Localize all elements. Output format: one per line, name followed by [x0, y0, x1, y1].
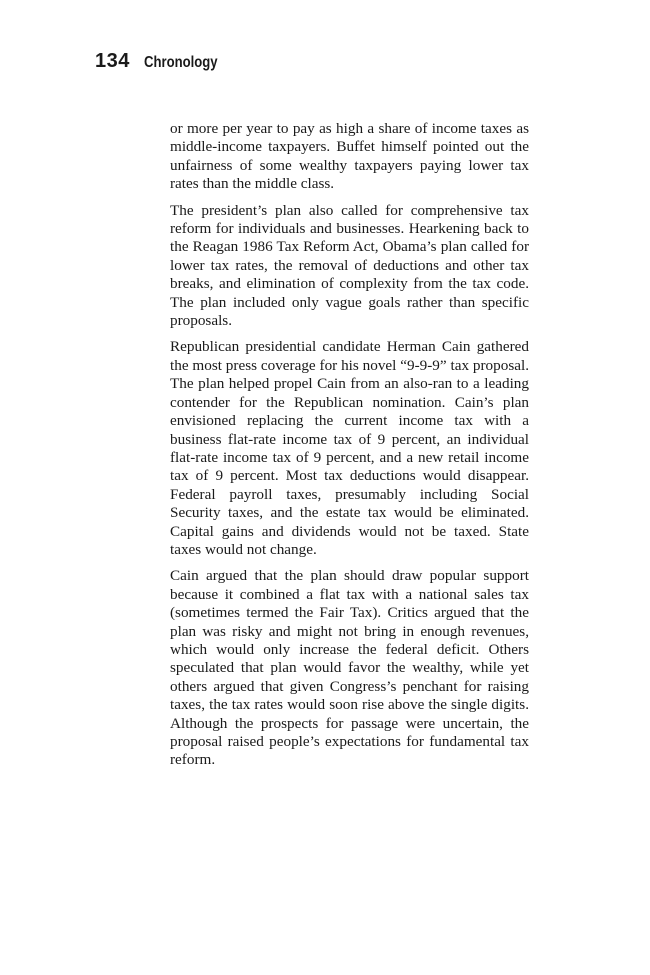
paragraph: Republican presidential candidate Herman Cain gathered the most press coverage for his novel “9-9-9” tax proposal. The plan helped propel Cain from an also-ran to a leading contender for the Republican nomination. Cain’s plan envisioned replacing the current income tax with a business flat-rate income tax of 9 percent, an individual flat-rate income tax of 9 percent, and a new retail income tax of 9 percent. Most tax deductions would disappear. Federal payroll taxes, presumably including Social Security taxes, and the estate tax would be eliminated. Capital gains and dividends would not be taxed. State taxes would not change.	[170, 338, 529, 558]
running-head	[95, 50, 234, 73]
paragraph: or more per year to pay as high a share of income taxes as middle-income taxpayers. Buffet himself pointed out the unfairness of some wealthy taxpayers paying lower tax rates than the middle class.	[170, 120, 529, 193]
page-number: 134	[95, 50, 130, 72]
section-title: Chronology	[143, 54, 218, 71]
paragraph: Cain argued that the plan should draw popular support because it combined a flat tax with a national sales tax (sometimes termed the Fair Tax). Critics argued that the plan was risky and might not bring in enough revenues, which would only increase the federal deficit. Others speculated that plan would favor the wealthy, while yet others argued that given Congress’s penchant for raising taxes, the tax rates would soon rise above the single digits. Although the prospects for passage were uncertain, the proposal raised people’s expectations for fundamental tax reform.	[170, 567, 529, 769]
body-text	[170, 120, 529, 778]
paragraph: The president’s plan also called for comprehensive tax reform for individuals and businesses. Hearkening back to the Reagan 1986 Tax Reform Act, Obama’s plan called for lower tax rates, the removal of deductions and other tax breaks, and elimination of complexity from the tax code. The plan included only vague goals rather than specific proposals.	[170, 201, 529, 330]
